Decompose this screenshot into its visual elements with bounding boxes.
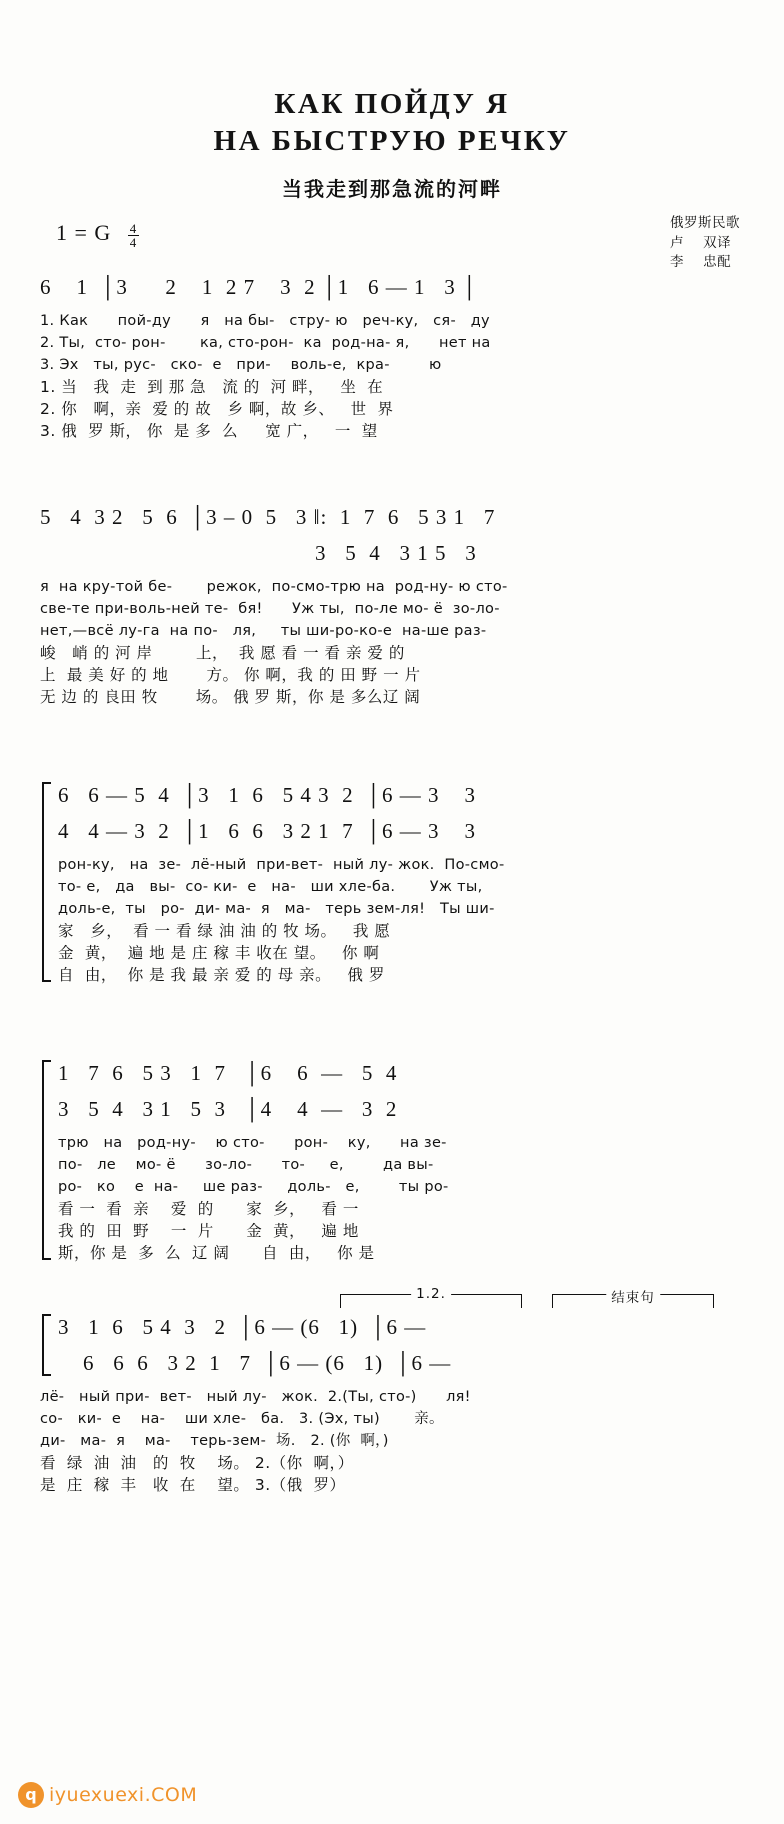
lyric-line-ru-1: я на кру-той бе- режок, по-смо-трю на род-ну- ю сто- [40,579,508,596]
notation-row-upper: 3 1 6 5 4 3 2 │6 — (6 1) │6 — [58,1315,427,1340]
notation-row: 6 1 │3 2 1 2 7 3 2 │1 6 — 1 3 │ [40,275,478,300]
system-spacer [0,986,784,1056]
page-title-line-2: НА БЫСТРУЮ РЕЧКУ [213,125,571,158]
notation-row-lower: 4 4 — 3 2 │1 6 6 3 2 1 7 │6 — 3 3 [58,819,477,844]
lyric-line-ru-1: 1. Как пой-ду я на бы- стру- ю реч-ку, ся- ду [40,313,490,330]
site-watermark [18,1782,197,1808]
ending-bracket-first [340,1286,522,1308]
watermark-text: iyuexuexi.COM [49,1784,198,1806]
title-block [0,0,784,202]
ending-bracket-first-label: 1.2. [411,1286,451,1302]
lyric-line-ru-2: по- ле мо- ё зо-ло- то- е, да вы- [58,1157,434,1174]
meta-row [0,214,784,270]
lyrics-block [40,1386,744,1496]
ending-bracket-coda [552,1290,714,1308]
lyric-line-cn-3: 无 边 的 良田 牧 场。 俄 罗 斯，你 是 多么辽 阔 [40,688,421,707]
lyric-line-cn-1: 家 乡， 看 一 看 绿 油 油 的 牧 场。 我 愿 [58,922,391,941]
lyric-line-ru-1: лё- ный при- вет- ный лу- жок. 2.(Ты, сто-) ля! [40,1389,471,1406]
lyric-line-cn-2: 我 的 田 野 一 片 金 黄， 遍 地 [58,1222,359,1241]
credit-line-1: 俄罗斯民歌 [670,215,740,232]
lyric-line-ru-3: нет,—всё лу-га на по- ля, ты ши-ро-ко-е на-ше раз- [40,623,487,640]
ending-brackets [40,1286,744,1310]
notation-row-upper: 6 6 — 5 4 │3 1 6 5 4 3 2 │6 — 3 3 [58,783,477,808]
lyric-line-cn-3: 斯，你 是 多 么 辽 阔 自 由， 你 是 [58,1244,375,1263]
lyric-line-ru-2: 2. Ты, сто- рон- ка, сто-рон- ка род-на- я, нет на [40,335,491,352]
lyric-line-cn-3: 3. 俄 罗 斯， 你 是 多 么 宽 广， 一 望 [40,422,378,441]
system-spacer [0,708,784,778]
lyric-line-ru-2: све-те при-воль-ней те- бя! Уж ты, по-ле мо- ё зо-ло- [40,601,500,618]
watermark-badge-icon: q [18,1782,44,1808]
notation-row-lower: 3 5 4 3 1 5 3 │4 4 — 3 2 [58,1097,398,1122]
music-system-1 [40,270,744,442]
credit-line-2: 卢 双译 [670,234,732,251]
music-system-4 [40,1056,744,1264]
system-spacer [0,442,784,500]
time-signature [128,222,140,249]
grand-staff-bracket [40,1310,744,1380]
music-system-5 [40,1286,744,1496]
lyric-line-ru-1: трю на род-ну- ю сто- рон- ку, на зе- [58,1135,447,1152]
lyric-line-ru-3: 3. Эх ты, рус- ско- е при- воль-е, кра- ю [40,357,442,374]
credits-block [670,214,740,273]
lyric-line-cn-1: 看 绿 油 油 的 牧 场。 2.（你 啊，） [40,1454,354,1473]
ending-bracket-coda-label: 结束句 [606,1286,660,1306]
lyric-line-ru-3: ро- ко е на- ше раз- доль- е, ты ро- [58,1179,449,1196]
lyric-line-ru-2: со- ки- е на- ши хле- ба. 3. (Эх, ты) 亲。 [40,1411,444,1428]
music-system-2 [40,500,744,708]
time-signature-numerator: 4 [129,220,138,236]
notation-row-upper: 1 7 6 5 3 1 7 │6 6 — 5 4 [58,1061,398,1086]
lyrics-block [40,310,744,442]
page-title-line-1: КАК ПОЙДУ Я [274,88,510,120]
lyric-line-cn-2: 金 黄， 遍 地 是 庄 稼 丰 收在 望。 你 啊 [58,944,380,963]
notation-row-upper: 5 4 3 2 5 6 │3 – 0 5 3 ‖: 1 7 6 5 3 1 7 [40,505,496,530]
lyrics-block [58,854,744,986]
lyric-line-ru-3: доль-е, ты ро- ди- ма- я ма- терь зем-ля! Ты ши- [58,901,495,918]
lyric-line-cn-3: 自 由， 你 是 我 最 亲 爱 的 母 亲。 俄 罗 [58,966,385,985]
time-signature-denominator: 4 [129,234,138,250]
key-signature [56,220,139,248]
notation-row-lower: 3 5 4 3 1 5 3 [40,541,477,566]
notation-row-lower: 6 6 6 3 2 1 7 │6 — (6 1) │6 — [58,1351,452,1376]
system-spacer [0,1264,784,1290]
lyric-line-cn-2: 上 最 美 好 的 地 方。 你 啊，我 的 田 野 一 片 [40,666,421,685]
lyric-line-ru-2: то- е, да вы- со- ки- е на- ши хле-ба. Уж ты, [58,879,483,896]
lyric-line-cn-2: 是 庄 稼 丰 收 在 望。 3.（俄 罗） [40,1476,346,1495]
lyric-line-cn-1: 峻 峭 的 河 岸 上， 我 愿 看 一 看 亲 爱 的 [40,644,405,663]
credit-line-3: 李 忠配 [670,254,732,271]
lyric-line-cn-2: 2. 你 啊，亲 爱 的 故 乡 啊，故 乡、 世 界 [40,400,394,419]
key-signature-text: 1 = G [56,220,112,246]
lyrics-block [40,576,744,708]
lyric-line-ru-3: ди- ма- я ма- терь-зем- 场. 2. (你 啊，) [40,1433,389,1450]
lyrics-block [58,1132,744,1264]
page-subtitle: 当我走到那急流的河畔 [282,177,502,202]
music-system-3 [40,778,744,986]
lyric-line-ru-1: рон-ку, на зе- лё-ный при-вет- ный лу- жок. По-смо- [58,857,505,874]
lyric-line-cn-1: 1. 当 我 走 到 那 急 流 的 河 畔， 坐 在 [40,378,384,397]
lyric-line-cn-1: 看 一 看 亲 爱 的 家 乡， 看 一 [58,1200,359,1219]
